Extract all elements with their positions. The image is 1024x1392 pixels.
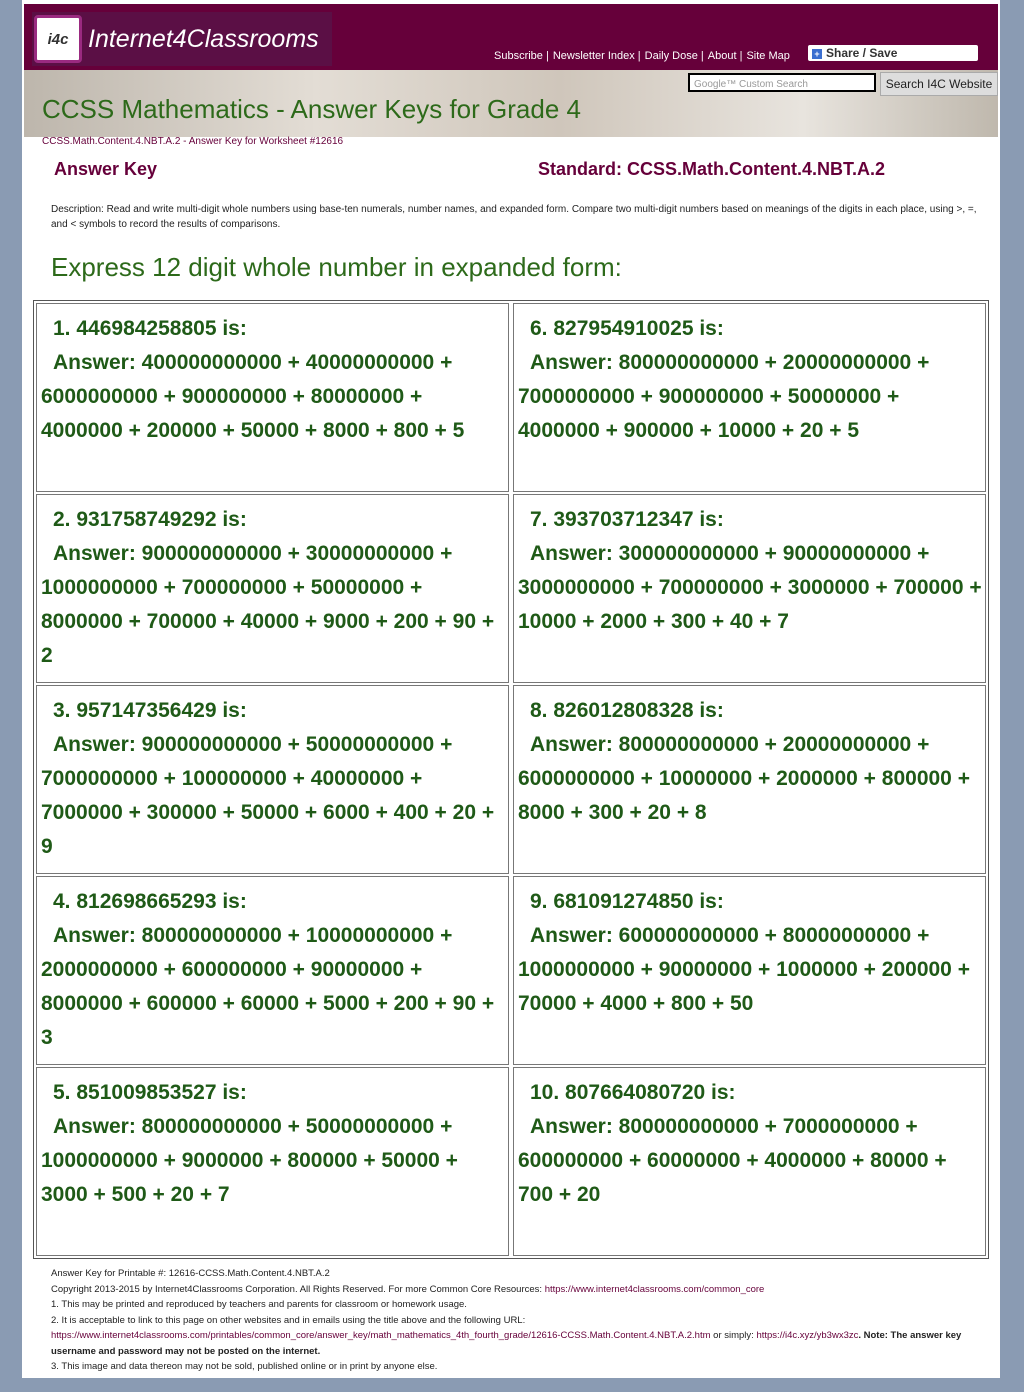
problem-answer: Answer: 800000000000 + 50000000000 + 1000000000 + 9000000 + 800000 + 50000 + 3000 + 500 + 20 + 7 (41, 1115, 458, 1206)
logo[interactable] (32, 12, 332, 66)
problem-cell (36, 876, 509, 1065)
problem-question: 1. 446984258805 is: (53, 317, 247, 340)
problem-answer: Answer: 400000000000 + 40000000000 + 6000000000 + 900000000 + 80000000 + 4000000 + 200000 + 50000 + 8000 + 800 + 5 (41, 351, 465, 442)
nav-site-map[interactable]: Site Map (746, 50, 790, 62)
share-label: Share / Save (826, 46, 898, 60)
problem-cell (513, 876, 986, 1065)
problem-question: 8. 826012808328 is: (530, 699, 724, 722)
search-button[interactable]: Search I4C Website (880, 72, 998, 96)
share-save-button[interactable] (808, 45, 978, 61)
site-header (24, 4, 998, 70)
search-input[interactable]: Google™ Custom Search (688, 73, 876, 92)
site-name: Internet4Classrooms (88, 24, 319, 53)
note-password: . Note: The answer key username and password may not be posted on the internet. (51, 1330, 962, 1357)
page-title: CCSS Mathematics - Answer Keys for Grade 4 (42, 94, 581, 124)
nav-about[interactable]: About | (707, 50, 743, 62)
top-nav (494, 50, 794, 62)
problem-question: 9. 681091274850 is: (530, 890, 724, 913)
problem-cell (513, 494, 986, 683)
plus-icon: + (812, 49, 822, 59)
problem-cell (513, 1067, 986, 1256)
worksheet-heading: Express 12 digit whole number in expanded form: (51, 252, 622, 282)
note-1: 1. This may be printed and reproduced by teachers and parents for classroom or homework usage. (51, 1299, 467, 1310)
problem-cell (36, 303, 509, 492)
printable-id: Answer Key for Printable #: 12616-CCSS.Math.Content.4.NBT.A.2 (51, 1268, 330, 1279)
problem-answer: Answer: 800000000000 + 20000000000 + 7000000000 + 900000000 + 50000000 + 4000000 + 900000 + 10000 + 20 + 5 (518, 351, 930, 442)
problem-cell (36, 1067, 509, 1256)
nav-subscribe[interactable]: Subscribe | (494, 50, 549, 62)
copyright-text: Copyright 2013-2015 by Internet4Classrooms Corporation. All Rights Reserved. For more Common Core Resources: (51, 1283, 545, 1295)
breadcrumb: CCSS.Math.Content.4.NBT.A.2 - Answer Key for Worksheet #12616 (42, 136, 344, 147)
problem-question: 4. 812698665293 is: (53, 890, 247, 913)
answer-grid (33, 300, 989, 1259)
footer (51, 1266, 996, 1375)
standard-label: Standard: CCSS.Math.Content.4.NBT.A.2 (538, 159, 886, 179)
page-url-link[interactable]: https://www.internet4classrooms.com/printables/common_core/answer_key/math_mathematics_4th_fourth_grade/12616-CCSS.Math.Content.4.NBT.A.2.htm (51, 1330, 711, 1341)
problem-answer: Answer: 300000000000 + 90000000000 + 3000000000 + 700000000 + 3000000 + 700000 + 10000 + 2000 + 300 + 40 + 7 (518, 542, 982, 633)
problem-answer: Answer: 900000000000 + 30000000000 + 1000000000 + 700000000 + 50000000 + 8000000 + 700000 + 40000 + 9000 + 200 + 90 + 2 (41, 542, 495, 667)
note-2: 2. It is acceptable to link to this page on other websites and in emails using the title above and the following URL: (51, 1314, 526, 1326)
problem-question: 2. 931758749292 is: (53, 508, 247, 531)
logo-mark: i4c (34, 15, 82, 63)
problem-answer: Answer: 800000000000 + 10000000000 + 2000000000 + 600000000 + 90000000 + 8000000 + 600000 + 60000 + 5000 + 200 + 90 + 3 (41, 924, 495, 1049)
nav-daily-dose[interactable]: Daily Dose | (644, 50, 704, 62)
answer-key-label: Answer Key (54, 159, 158, 179)
problem-answer: Answer: 800000000000 + 20000000000 + 6000000000 + 10000000 + 2000000 + 800000 + 8000 + 300 + 20 + 8 (518, 733, 970, 824)
common-core-link[interactable]: https://www.internet4classrooms.com/common_core (544, 1283, 765, 1295)
problem-answer: Answer: 800000000000 + 7000000000 + 600000000 + 60000000 + 4000000 + 80000 + 700 + 20 (518, 1115, 947, 1206)
problem-cell (36, 494, 509, 683)
problem-question: 5. 851009853527 is: (53, 1081, 247, 1104)
url-line (51, 1328, 996, 1359)
description: Description: Read and write multi-digit whole numbers using base-ten numerals, number names, and expanded form. Compare two multi-digit numbers based on meanings of the digits in each place, using >, =, and < symbols to record the results of comparisons. (51, 204, 977, 230)
copyright (51, 1282, 996, 1298)
nav-newsletter-index[interactable]: Newsletter Index | (552, 50, 641, 62)
problem-answer: Answer: 600000000000 + 80000000000 + 1000000000 + 90000000 + 1000000 + 200000 + 70000 + 4000 + 800 + 50 (518, 924, 970, 1015)
short-url-link[interactable]: https://i4c.xyz/yb3wx3zc (756, 1330, 859, 1341)
note-3: 3. This image and data thereon may not be sold, published online or in print by anyone else. (51, 1361, 438, 1372)
or-simply: or simply: (710, 1330, 757, 1341)
problem-answer: Answer: 900000000000 + 50000000000 + 7000000000 + 100000000 + 40000000 + 7000000 + 300000 + 50000 + 6000 + 400 + 20 + 9 (41, 733, 495, 858)
problem-question: 3. 957147356429 is: (53, 699, 247, 722)
problem-cell (513, 685, 986, 874)
problem-question: 10. 807664080720 is: (530, 1081, 736, 1104)
problem-cell (36, 685, 509, 874)
page (22, 0, 1000, 1378)
problem-question: 6. 827954910025 is: (530, 317, 724, 340)
problem-cell (513, 303, 986, 492)
problem-question: 7. 393703712347 is: (530, 508, 724, 531)
